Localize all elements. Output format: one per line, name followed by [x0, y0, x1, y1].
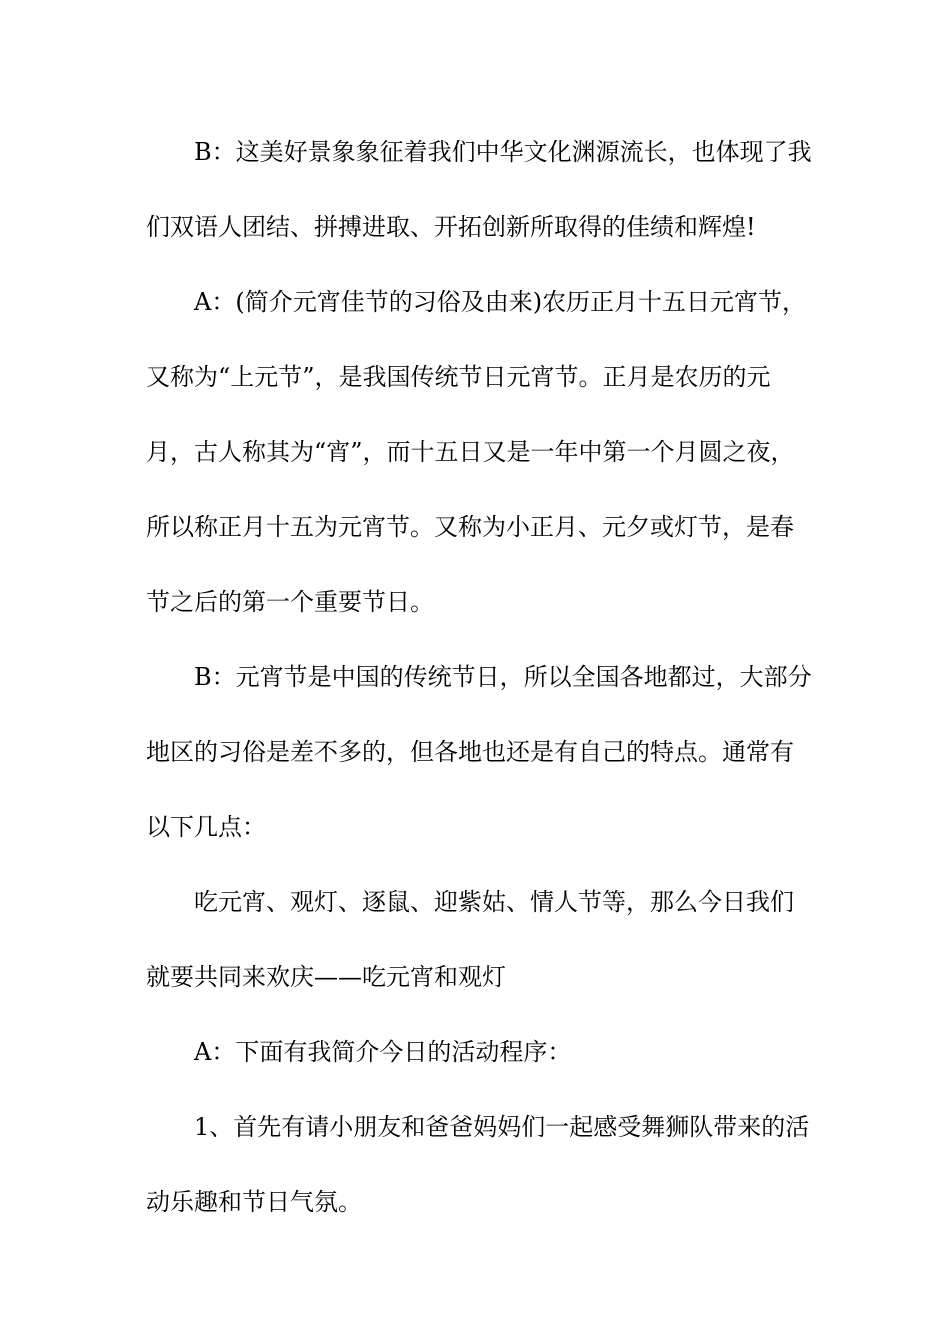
paragraph-b2-line-3: 以下几点：: [146, 813, 266, 841]
paragraph-c-line-1: 吃元宵、观灯、逐鼠、迎紫姑、情人节等，那么今日我们: [194, 888, 794, 916]
list-item-1-line-2: 动乐趣和节日气氛。: [146, 1188, 362, 1216]
paragraph-b2-line-2: 地区的习俗是差不多的，但各地也还是有自己的特点。通常有: [146, 738, 794, 766]
paragraph-b2-line-1: B：元宵节是中国的传统节日，所以全国各地都过，大部分: [194, 663, 812, 691]
paragraph-a1-line-5: 节之后的第一个重要节日。: [146, 588, 434, 616]
paragraph-a1-line-3: 月，古人称其为“宵”，而十五日又是一年中第一个月圆之夜，: [146, 438, 795, 466]
paragraph-a1-line-4: 所以称正月十五为元宵节。又称为小正月、元夕或灯节，是春: [146, 513, 794, 541]
list-item-1-line-1: 1、首先有请小朋友和爸爸妈妈们一起感受舞狮队带来的活: [194, 1113, 810, 1141]
paragraph-b1-line-1: B：这美好景象象征着我们中华文化渊源流长，也体现了我: [194, 138, 812, 166]
paragraph-a1-line-2: 又称为“上元节”，是我国传统节日元宵节。正月是农历的元: [146, 363, 771, 391]
paragraph-a2-line-1: A：下面有我简介今日的活动程序：: [194, 1038, 572, 1066]
paragraph-a1-line-1: A：(简介元宵佳节的习俗及由来)农历正月十五日元宵节，: [194, 288, 807, 316]
paragraph-c-line-2: 就要共同来欢庆——吃元宵和观灯: [146, 963, 506, 991]
paragraph-b1-line-2: 们双语人团结、拼搏进取、开拓创新所取得的佳绩和辉煌!: [146, 213, 756, 241]
